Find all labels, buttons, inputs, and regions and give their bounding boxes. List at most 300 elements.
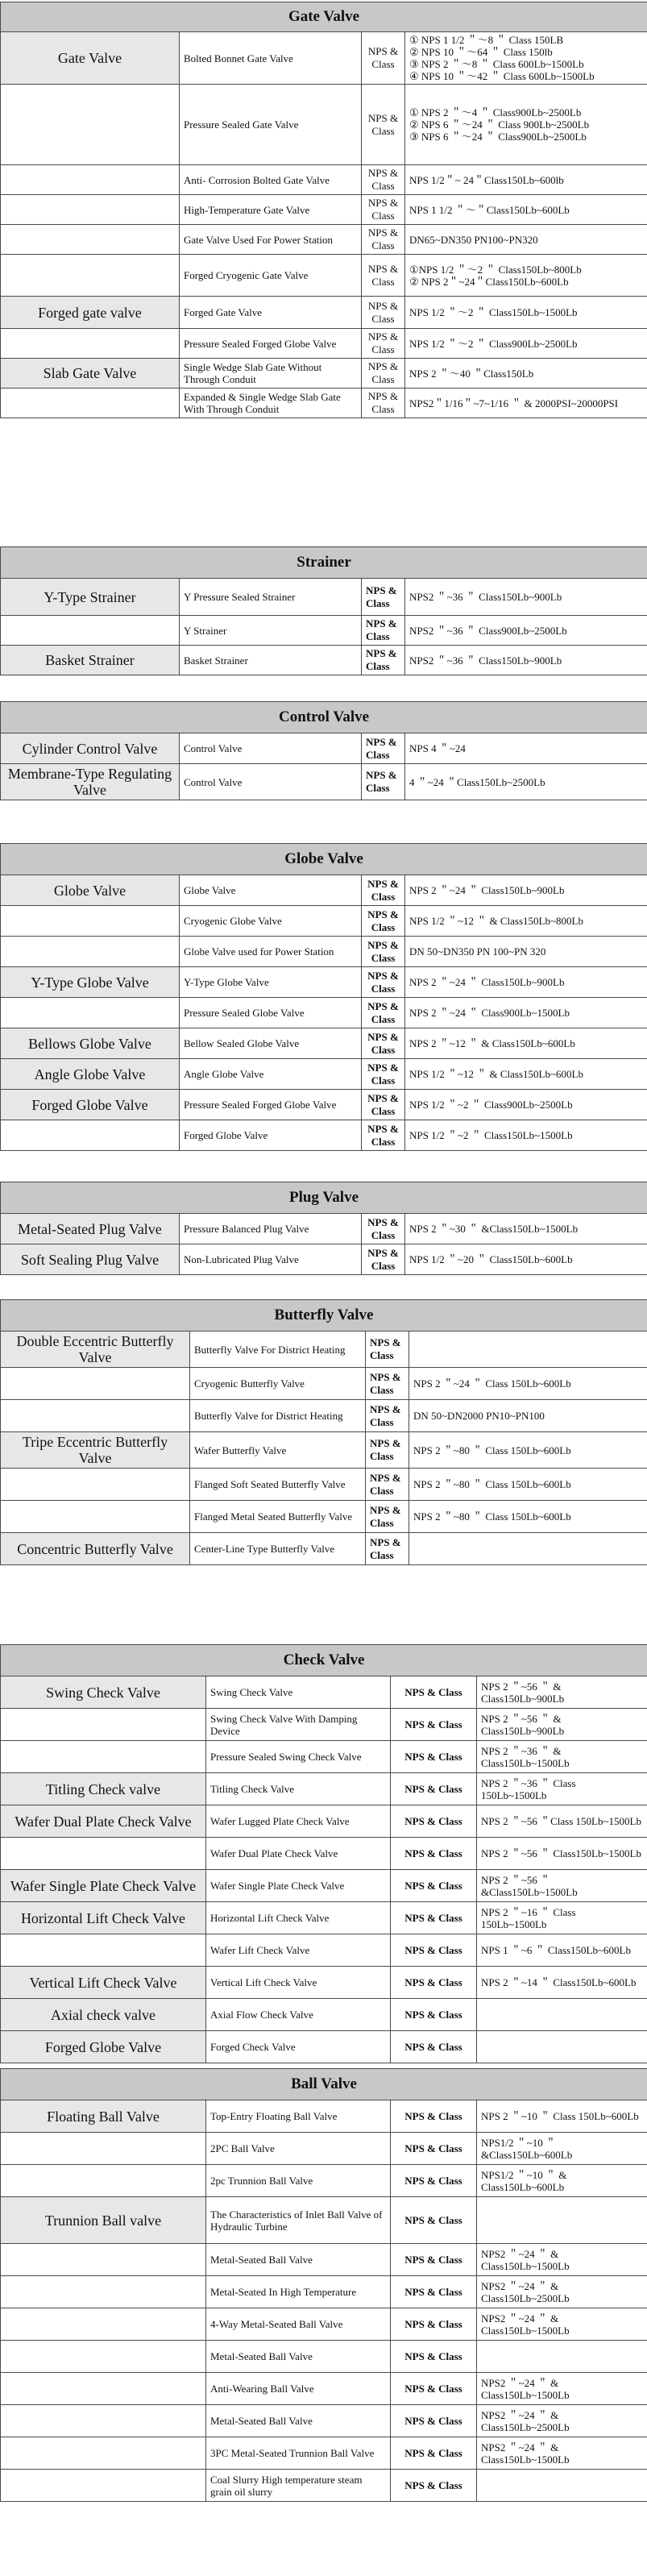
product-cell[interactable]: Bellow Sealed Globe Valve: [180, 1028, 362, 1059]
category-cell: Membrane-Type Regulating Valve: [1, 764, 180, 800]
category-cell: Vertical Lift Check Valve: [1, 1967, 206, 1999]
nps-class-cell: NPS & Class: [391, 2405, 477, 2437]
spec-cell: [405, 579, 647, 616]
nps-class-cell: NPS & Class: [362, 967, 405, 998]
nps-class-cell: NPS & Class: [366, 1368, 409, 1400]
spec-cell: [477, 1999, 647, 2031]
nps-class-cell: NPS & Class: [362, 1120, 405, 1151]
table-row: [1, 2165, 647, 2197]
spec-line: NPS 2 ＂~24 ＂ Class150Lb~900Lb: [409, 976, 565, 988]
nps-class-cell: NPS & Class: [366, 1469, 409, 1501]
spec-line: 4 ＂~24 ＂Class150Lb~2500Lb: [409, 775, 545, 788]
table-row: [1, 2341, 647, 2373]
category-cell: [1, 2276, 206, 2308]
nps-class-cell: NPS & Class: [391, 1676, 477, 1709]
spec-cell: [405, 359, 647, 388]
product-cell[interactable]: Anti- Corrosion Bolted Gate Valve: [180, 165, 362, 195]
spec-cell: [405, 1028, 647, 1059]
gate-valve-table: [0, 2, 647, 418]
table-row: [1, 255, 647, 297]
gate-valve-section: [0, 2, 647, 418]
category-cell: [1, 906, 180, 937]
spec-cell: [477, 1902, 647, 1934]
table-row: [1, 646, 647, 675]
spec-cell: [477, 2165, 647, 2197]
product-cell[interactable]: Metal-Seated Ball Valve: [206, 2244, 391, 2276]
spec-line: NPS 1/2 ＂~20 ＂ Class150Lb~600Lb: [409, 1253, 573, 1265]
spec-cell: [405, 646, 647, 675]
product-cell[interactable]: Y Pressure Sealed Strainer: [180, 579, 362, 616]
product-cell[interactable]: Forged Globe Valve: [180, 1120, 362, 1151]
spec-line: NPS2 ＂~24 ＂ & Class150Lb~1500Lb: [481, 2441, 570, 2466]
nps-class-cell: NPS & Class: [391, 1870, 477, 1902]
spec-cell: [477, 2276, 647, 2308]
section-header-row: [1, 2069, 647, 2100]
spec-cell: [405, 165, 647, 195]
table-row: [1, 388, 647, 418]
product-cell[interactable]: Coal Slurry High temperature steam grain oil slurry: [206, 2470, 391, 2502]
product-cell[interactable]: Vertical Lift Check Valve: [206, 1967, 391, 1999]
table-row: [1, 733, 647, 764]
nps-class-cell: NPS & Class: [362, 616, 405, 646]
product-cell[interactable]: Top-Entry Floating Ball Valve: [206, 2100, 391, 2133]
product-cell[interactable]: Metal-Seated Ball Valve: [206, 2405, 391, 2437]
table-row: [1, 2197, 647, 2244]
spec-cell: [409, 1332, 647, 1368]
product-cell[interactable]: Swing Check Valve: [206, 1676, 391, 1709]
spec-cell: [405, 998, 647, 1028]
nps-class-cell: NPS & Class: [362, 1059, 405, 1090]
category-cell: Y-Type Strainer: [1, 579, 180, 616]
spec-line: NPS 2 ＂~56 ＂ & Class150Lb~900Lb: [481, 1680, 565, 1705]
product-cell[interactable]: Wafer Single Plate Check Valve: [206, 1870, 391, 1902]
category-cell: Horizontal Lift Check Valve: [1, 1902, 206, 1934]
category-cell: Globe Valve: [1, 875, 180, 906]
nps-class-cell: NPS & Class: [362, 195, 405, 225]
spec-line: NPS2 ＂~24 ＂ & Class150Lb~2500Lb: [481, 2279, 570, 2304]
ball-valve-section: [0, 2068, 647, 2502]
spec-line: NPS 2 ＂～40 ＂Class150Lb: [409, 367, 534, 380]
nps-class-cell: NPS & Class: [366, 1400, 409, 1432]
table-row: [1, 1244, 647, 1275]
spec-line: NPS 2 ＂~24 ＂ Class900Lb~1500Lb: [409, 1007, 570, 1019]
spec-line: ② NPS 6 ＂～24 ＂ Class 900Lb~2500Lb: [409, 118, 590, 131]
nps-class-cell: NPS & Class: [391, 1902, 477, 1934]
ball-valve-table: [0, 2068, 647, 2502]
product-cell[interactable]: Butterfly Valve For District Heating: [190, 1332, 366, 1368]
spec-cell: [477, 2197, 647, 2244]
category-cell: [1, 165, 180, 195]
nps-class-cell: NPS & Class: [362, 646, 405, 675]
spec-line: NPS 2 ＂~56 ＂Class 150Lb~1500Lb: [481, 1815, 641, 1827]
table-row: [1, 225, 647, 255]
spec-cell: [405, 1059, 647, 1090]
product-cell[interactable]: Globe Valve used for Power Station: [180, 937, 362, 967]
product-cell[interactable]: Pressure Balanced Plug Valve: [180, 1214, 362, 1244]
section-title: Check Valve: [1, 1645, 647, 1676]
category-cell: [1, 1934, 206, 1967]
nps-class-cell: NPS & Class: [362, 85, 405, 165]
product-cell[interactable]: Flanged Metal Seated Butterfly Valve: [190, 1501, 366, 1533]
section-title: Plug Valve: [1, 1182, 647, 1214]
category-cell: [1, 2133, 206, 2165]
section-title: Control Valve: [1, 702, 647, 733]
spec-cell: [405, 906, 647, 937]
nps-class-cell: NPS & Class: [362, 225, 405, 255]
table-row: [1, 1967, 647, 1999]
product-cell[interactable]: Single Wedge Slab Gate Without Through Conduit: [180, 359, 362, 388]
spec-cell: [405, 329, 647, 359]
category-cell: Y-Type Globe Valve: [1, 967, 180, 998]
nps-class-cell: NPS & Class: [362, 1244, 405, 1275]
table-row: [1, 1214, 647, 1244]
spec-line: NPS 2 ＂~10 ＂ Class 150Lb~600Lb: [481, 2110, 639, 2122]
spec-cell: [409, 1469, 647, 1501]
table-row: [1, 2437, 647, 2470]
nps-class-cell: NPS & Class: [362, 32, 405, 85]
table-row: [1, 616, 647, 646]
nps-class-cell: NPS & Class: [362, 255, 405, 297]
nps-class-cell: NPS & Class: [366, 1533, 409, 1565]
spec-cell: [405, 616, 647, 646]
table-row: [1, 2470, 647, 2502]
table-row: [1, 85, 647, 165]
nps-class-cell: NPS & Class: [362, 906, 405, 937]
product-cell[interactable]: Butterfly Valve for District Heating: [190, 1400, 366, 1432]
product-cell[interactable]: 3PC Metal-Seated Trunnion Ball Valve: [206, 2437, 391, 2470]
spec-line: NPS 1/2 ＂～2 ＂ Class900Lb~2500Lb: [409, 337, 578, 350]
section-header-row: [1, 2, 647, 32]
product-cell[interactable]: Forged Cryogenic Gate Valve: [180, 255, 362, 297]
product-cell[interactable]: Pressure Sealed Globe Valve: [180, 998, 362, 1028]
check-valve-table: [0, 1644, 647, 2063]
spec-line: DN 50~DN2000 PN10~PN100: [413, 1410, 545, 1422]
spec-line: NPS2 ＂~24 ＂ & Class150Lb~1500Lb: [481, 2312, 570, 2337]
spec-cell: [405, 32, 647, 85]
nps-class-cell: NPS & Class: [366, 1501, 409, 1533]
category-cell: Gate Valve: [1, 32, 180, 85]
category-cell: Soft Sealing Plug Valve: [1, 1244, 180, 1275]
spec-line: NPS 2 ＂~12 ＂ & Class150Lb~600Lb: [409, 1037, 575, 1049]
control-valve-table: [0, 701, 647, 800]
category-cell: [1, 2437, 206, 2470]
nps-class-cell: NPS & Class: [362, 1214, 405, 1244]
spec-cell: [409, 1501, 647, 1533]
nps-class-cell: NPS & Class: [362, 937, 405, 967]
spec-cell: [409, 1533, 647, 1565]
product-cell[interactable]: Globe Valve: [180, 875, 362, 906]
table-row: [1, 1870, 647, 1902]
category-cell: Swing Check Valve: [1, 1676, 206, 1709]
category-cell: [1, 329, 180, 359]
spec-cell: [477, 2031, 647, 2063]
spec-cell: [477, 1870, 647, 1902]
spec-line: NPS2 ＂~24 ＂ & Class150Lb~1500Lb: [481, 2376, 570, 2401]
category-cell: [1, 195, 180, 225]
category-cell: Metal-Seated Plug Valve: [1, 1214, 180, 1244]
spec-line: ② NPS 10 ＂～64 ＂ Class 150lb: [409, 46, 553, 58]
category-cell: [1, 1709, 206, 1741]
category-cell: [1, 1400, 190, 1432]
product-cell[interactable]: Expanded & Single Wedge Slab Gate With Through Conduit: [180, 388, 362, 418]
product-cell[interactable]: Axial Flow Check Valve: [206, 1999, 391, 2031]
spec-cell: [405, 1214, 647, 1244]
table-row: [1, 2276, 647, 2308]
spec-cell: [477, 1709, 647, 1741]
product-cell[interactable]: Cryogenic Butterfly Valve: [190, 1368, 366, 1400]
table-row: [1, 1934, 647, 1967]
table-row: [1, 1432, 647, 1469]
product-cell[interactable]: Flanged Soft Seated Butterfly Valve: [190, 1469, 366, 1501]
spec-line: NPS 2 ＂~56 ＂ &Class150Lb~1500Lb: [481, 1873, 578, 1898]
product-cell[interactable]: Pressure Sealed Gate Valve: [180, 85, 362, 165]
product-cell[interactable]: Cryogenic Globe Valve: [180, 906, 362, 937]
product-cell[interactable]: 4-Way Metal-Seated Ball Valve: [206, 2308, 391, 2341]
spec-line: NPS 2 ＂~24 ＂ Class150Lb~900Lb: [409, 884, 565, 896]
spec-line: NPS2 ＂~36 ＂ Class900Lb~2500Lb: [409, 624, 567, 637]
spec-line: NPS 1/2 ＂~12 ＂ & Class150Lb~600Lb: [409, 1068, 583, 1080]
spec-line: NPS 2 ＂~36 ＂ Class 150Lb~1500Lb: [481, 1776, 576, 1801]
spec-line: NPS 1/2 ＂~2 ＂ Class150Lb~1500Lb: [409, 1129, 573, 1141]
spec-line: NPS2 ＂~24 ＂ & Class150Lb~1500Lb: [481, 2247, 570, 2272]
spec-cell: [405, 297, 647, 329]
nps-class-cell: NPS & Class: [391, 1999, 477, 2031]
table-row: [1, 2133, 647, 2165]
category-cell: [1, 2470, 206, 2502]
category-cell: Double Eccentric Butterfly Valve: [1, 1332, 190, 1368]
section-header-row: [1, 1645, 647, 1676]
table-row: [1, 32, 647, 85]
product-cell[interactable]: Forged Gate Valve: [180, 297, 362, 329]
spec-cell: [477, 2373, 647, 2405]
spec-line: NPS 1/2 ＂～2 ＂ Class150Lb~1500Lb: [409, 306, 578, 318]
spec-line: ③ NPS 2 ＂～8 ＂ Class 600Lb~1500Lb: [409, 58, 584, 70]
table-row: [1, 1090, 647, 1120]
product-cell[interactable]: High-Temperature Gate Valve: [180, 195, 362, 225]
table-row: [1, 998, 647, 1028]
table-row: [1, 875, 647, 906]
product-cell[interactable]: 2PC Ball Valve: [206, 2133, 391, 2165]
section-header-row: [1, 1300, 647, 1332]
category-cell: Trunnion Ball valve: [1, 2197, 206, 2244]
spec-cell: [405, 225, 647, 255]
nps-class-cell: NPS & Class: [391, 2341, 477, 2373]
spec-cell: [405, 85, 647, 165]
product-cell[interactable]: 2pc Trunnion Ball Valve: [206, 2165, 391, 2197]
product-cell[interactable]: Basket Strainer: [180, 646, 362, 675]
spec-line: NPS 4 ＂~24: [409, 742, 466, 754]
spec-cell: [477, 2133, 647, 2165]
table-row: [1, 2308, 647, 2341]
category-cell: [1, 1469, 190, 1501]
table-row: [1, 1709, 647, 1741]
section-header-row: [1, 547, 647, 579]
table-row: [1, 165, 647, 195]
table-row: [1, 1741, 647, 1773]
product-cell[interactable]: Wafer Lift Check Valve: [206, 1934, 391, 1967]
nps-class-cell: NPS & Class: [391, 2197, 477, 2244]
category-cell: Bellows Globe Valve: [1, 1028, 180, 1059]
spec-line: NPS2 ＂~36 ＂ Class150Lb~900Lb: [409, 654, 562, 667]
section-title: Gate Valve: [1, 2, 647, 32]
category-cell: [1, 388, 180, 418]
product-cell[interactable]: Pressure Sealed Swing Check Valve: [206, 1741, 391, 1773]
product-cell[interactable]: Angle Globe Valve: [180, 1059, 362, 1090]
product-cell[interactable]: Anti-Wearing Ball Valve: [206, 2373, 391, 2405]
spec-cell: [477, 1934, 647, 1967]
table-row: [1, 967, 647, 998]
nps-class-cell: NPS & Class: [391, 1838, 477, 1870]
product-cell[interactable]: Control Valve: [180, 733, 362, 764]
nps-class-cell: NPS & Class: [391, 2308, 477, 2341]
category-cell: Basket Strainer: [1, 646, 180, 675]
product-cell[interactable]: Non-Lubricated Plug Valve: [180, 1244, 362, 1275]
section-title: Ball Valve: [1, 2069, 647, 2100]
spec-line: ① NPS 1 1/2 ＂～8 ＂ Class 150LB: [409, 34, 564, 46]
table-row: [1, 1501, 647, 1533]
spec-line: NPS 1/2 ＂~2 ＂ Class900Lb~2500Lb: [409, 1099, 573, 1111]
spec-cell: [477, 2437, 647, 2470]
spec-line: NPS1/2 ＂~10 ＂ &Class150Lb~600Lb: [481, 2136, 573, 2161]
table-row: [1, 2031, 647, 2063]
category-cell: [1, 2244, 206, 2276]
category-cell: Axial check valve: [1, 1999, 206, 2031]
table-row: [1, 1676, 647, 1709]
product-cell[interactable]: The Characteristics of Inlet Ball Valve of Hydraulic Turbine: [206, 2197, 391, 2244]
spec-cell: [477, 1773, 647, 1805]
section-header-row: [1, 844, 647, 875]
category-cell: [1, 2165, 206, 2197]
product-cell[interactable]: Center-Line Type Butterfly Valve: [190, 1533, 366, 1565]
spec-cell: [477, 2308, 647, 2341]
product-cell[interactable]: Control Valve: [180, 764, 362, 800]
nps-class-cell: NPS & Class: [391, 2100, 477, 2133]
butterfly-valve-section: [0, 1299, 647, 1565]
spec-cell: [405, 967, 647, 998]
butterfly-valve-table: [0, 1299, 647, 1565]
nps-class-cell: NPS & Class: [391, 1805, 477, 1838]
product-cell[interactable]: Gate Valve Used For Power Station: [180, 225, 362, 255]
table-row: [1, 329, 647, 359]
nps-class-cell: NPS & Class: [391, 1934, 477, 1967]
table-row: [1, 2244, 647, 2276]
strainer-table: [0, 546, 647, 675]
category-cell: Wafer Dual Plate Check Valve: [1, 1805, 206, 1838]
nps-class-cell: NPS & Class: [391, 2244, 477, 2276]
spec-line: NPS 2 ＂~30 ＂ &Class150Lb~1500Lb: [409, 1223, 579, 1235]
category-cell: [1, 2373, 206, 2405]
spec-line: NPS 2 ＂~56 ＂ & Class150Lb~900Lb: [481, 1712, 565, 1737]
spec-cell: [477, 1676, 647, 1709]
category-cell: Forged Globe Valve: [1, 2031, 206, 2063]
table-row: [1, 195, 647, 225]
spec-line: NPS 1/2 ＂~12 ＂ & Class150Lb~800Lb: [409, 915, 583, 927]
plug-valve-section: [0, 1182, 647, 1275]
spec-line: ① NPS 2 ＂～4 ＂ Class900Lb~2500Lb: [409, 106, 582, 118]
nps-class-cell: NPS & Class: [391, 2031, 477, 2063]
product-cell[interactable]: Pressure Sealed Forged Globe Valve: [180, 1090, 362, 1120]
table-row: [1, 2373, 647, 2405]
product-cell[interactable]: Swing Check Valve With Damping Device: [206, 1709, 391, 1741]
product-cell[interactable]: Metal-Seated In High Temperature: [206, 2276, 391, 2308]
spec-line: NPS 2 ＂~16 ＂ Class 150Lb~1500Lb: [481, 1905, 576, 1930]
category-cell: Forged Globe Valve: [1, 1090, 180, 1120]
spec-line: NPS 2 ＂~36 ＂ & Class150Lb~1500Lb: [481, 1744, 570, 1769]
spec-line: NPS 2 ＂~24 ＂ Class 150Lb~600Lb: [413, 1377, 571, 1390]
product-cell[interactable]: Bolted Bonnet Gate Valve: [180, 32, 362, 85]
spec-cell: [405, 937, 647, 967]
category-cell: [1, 1501, 190, 1533]
category-cell: [1, 2405, 206, 2437]
table-row: [1, 359, 647, 388]
spec-cell: [405, 1090, 647, 1120]
nps-class-cell: NPS & Class: [362, 733, 405, 764]
table-row: [1, 906, 647, 937]
nps-class-cell: NPS & Class: [391, 1967, 477, 1999]
product-cell[interactable]: Horizontal Lift Check Valve: [206, 1902, 391, 1934]
table-row: [1, 1332, 647, 1368]
spec-cell: [409, 1368, 647, 1400]
category-cell: Floating Ball Valve: [1, 2100, 206, 2133]
product-cell[interactable]: Forged Check Valve: [206, 2031, 391, 2063]
product-cell[interactable]: Wafer Dual Plate Check Valve: [206, 1838, 391, 1870]
product-cell[interactable]: Titling Check Valve: [206, 1773, 391, 1805]
nps-class-cell: NPS & Class: [362, 329, 405, 359]
spec-cell: [477, 1805, 647, 1838]
spec-line: NPS 2 ＂~80 ＂ Class 150Lb~600Lb: [413, 1478, 571, 1490]
table-row: [1, 1120, 647, 1151]
nps-class-cell: NPS & Class: [362, 764, 405, 800]
table-row: [1, 2405, 647, 2437]
product-cell[interactable]: Y-Type Globe Valve: [180, 967, 362, 998]
product-cell[interactable]: Metal-Seated Ball Valve: [206, 2341, 391, 2373]
product-cell[interactable]: Wafer Lugged Plate Check Valve: [206, 1805, 391, 1838]
table-row: [1, 1838, 647, 1870]
nps-class-cell: NPS & Class: [362, 875, 405, 906]
category-cell: [1, 2341, 206, 2373]
spec-cell: [405, 388, 647, 418]
product-cell[interactable]: Pressure Sealed Forged Globe Valve: [180, 329, 362, 359]
table-row: [1, 579, 647, 616]
category-cell: [1, 998, 180, 1028]
strainer-section: [0, 546, 647, 675]
spec-cell: [477, 2244, 647, 2276]
nps-class-cell: NPS & Class: [391, 1741, 477, 1773]
table-row: [1, 937, 647, 967]
category-cell: Wafer Single Plate Check Valve: [1, 1870, 206, 1902]
category-cell: [1, 937, 180, 967]
product-cell[interactable]: Wafer Butterfly Valve: [190, 1432, 366, 1469]
product-cell[interactable]: Y Strainer: [180, 616, 362, 646]
spec-line: ② NPS 2＂~24＂Class150Lb~600Lb: [409, 275, 569, 288]
spec-line: DN 50~DN350 PN 100~PN 320: [409, 945, 546, 958]
nps-class-cell: NPS & Class: [391, 1773, 477, 1805]
category-cell: Forged gate valve: [1, 297, 180, 329]
spec-line: NPS2 ＂~24 ＂ & Class150Lb~2500Lb: [481, 2408, 570, 2433]
spec-cell: [477, 2470, 647, 2502]
table-row: [1, 764, 647, 800]
table-row: [1, 1533, 647, 1565]
nps-class-cell: NPS & Class: [362, 1090, 405, 1120]
spec-line: NPS2＂1/16＂~7~1/16 ＂ & 2000PSI~20000PSI: [409, 397, 619, 409]
spec-line: NPS 2 ＂~80 ＂ Class 150Lb~600Lb: [413, 1444, 571, 1456]
section-header-row: [1, 702, 647, 733]
nps-class-cell: NPS & Class: [391, 1709, 477, 1741]
spec-line: NPS1/2 ＂~10 ＂ & Class150Lb~600Lb: [481, 2168, 567, 2193]
category-cell: [1, 2308, 206, 2341]
section-header-row: [1, 1182, 647, 1214]
nps-class-cell: NPS & Class: [391, 2165, 477, 2197]
